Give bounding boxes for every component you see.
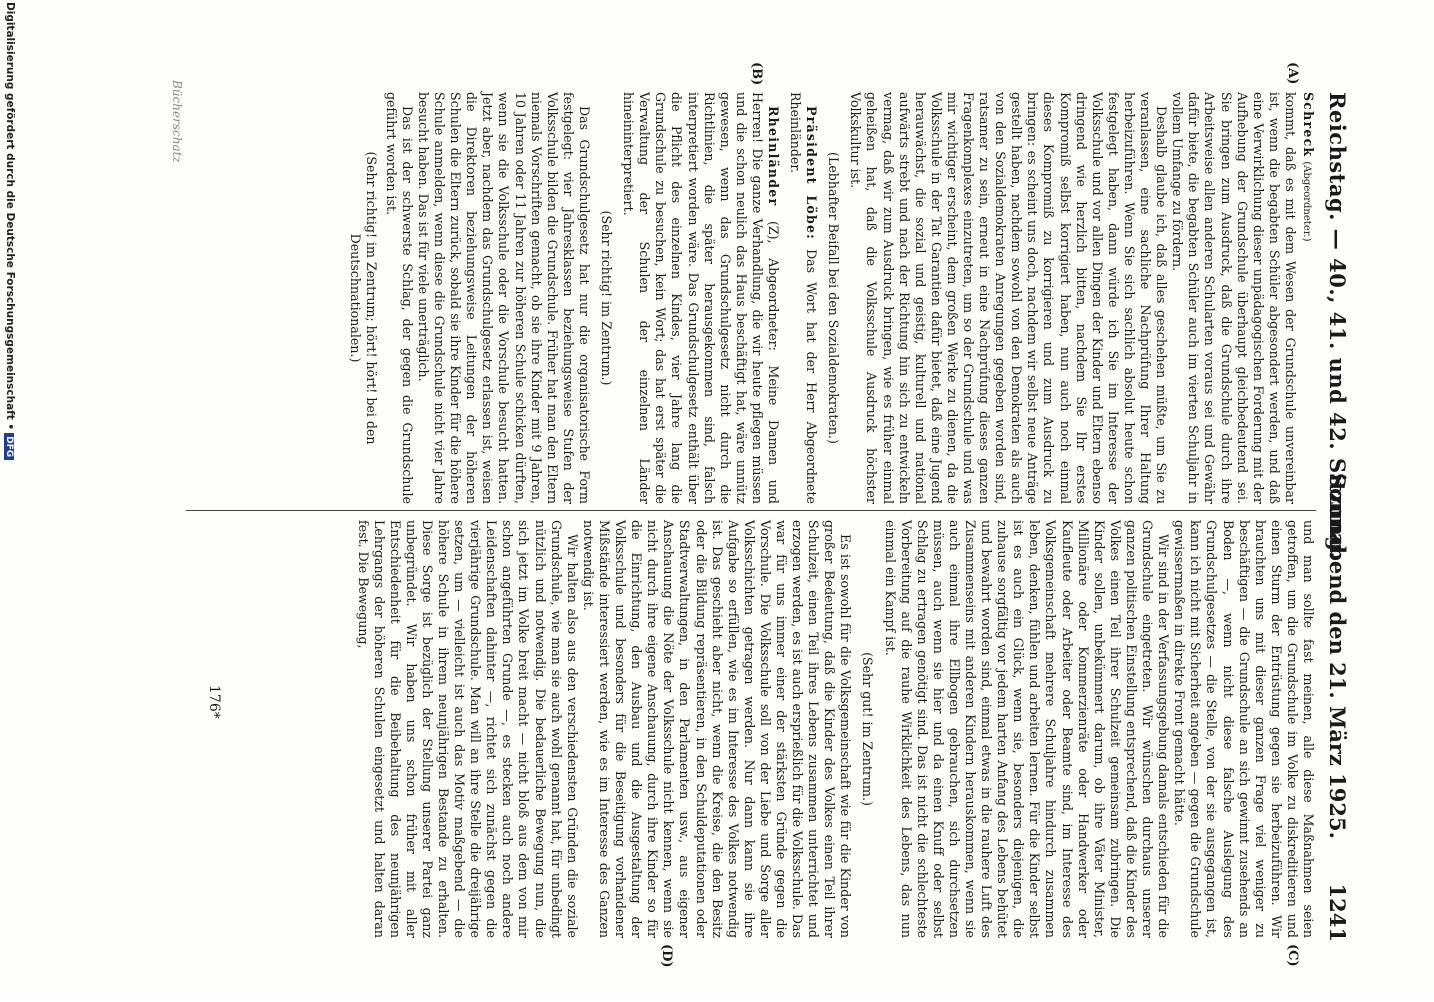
- header-title: Reichstag. — 40., 41. und 42. Sitzung.: [1325, 92, 1350, 560]
- margin-mark-c: (C): [1285, 944, 1300, 967]
- president-text: Das Wort hat der Herr Abgeordnete Rheinländer.: [788, 92, 820, 504]
- interjection: (Sehr gut! im Zentrum.): [860, 652, 876, 806]
- dfg-logo: DFG: [4, 433, 14, 460]
- left-column: [343, 92, 1316, 504]
- interjection: (Sehr richtig! im Zentrum.): [599, 210, 615, 386]
- column-divider: [186, 510, 1316, 511]
- page-header: [1320, 92, 1354, 942]
- speaker-role: (Abgeordneter.): [1301, 161, 1312, 242]
- right-column: [354, 520, 1316, 938]
- header-date-text: Sonnabend den 21. März 1925.: [1325, 472, 1350, 839]
- interjection: (Sehr richtig! im Zentrum; hört! hört! bei den Deutschnationalen.): [347, 151, 379, 445]
- credit-text: Digitalisierung gefördert durch die Deutsche Forschungsgemeinschaft •: [4, 2, 16, 431]
- page-number: 1241: [1325, 883, 1350, 942]
- margin-mark-a: (A): [1285, 62, 1300, 85]
- footnote-number: 176*: [206, 685, 222, 719]
- paragraph: Deshalb glaube ich, daß alles geschehen müßte, um Sie zu veranlassen, eine sachliche Nachprüfung Ihrer Haltung herbeizuführen. Wenn Sie sich sachlich absolut heute schon festgelegt haben, dann würde ich Sie im Interesse der Volksschule und vor allen Dingen der Kinder und Eltern ebenso dringend wie herzlich bitten, nachdem Sie Ihr erstes Kompromiß selbst korrigiert haben, nun auch noch einmal dieses Kompromiß zu korrigieren und zum Ausdruck zu bringen: es scheint uns doch, nachdem wir selbst neue Anträge gestellt haben, nachdem sowohl von den Demokraten als auch von den Sozialdemokraten Anregungen gegeben worden sind, ratsamer zu sein, erneut in eine Nachprüfung dieses ganzen Fragenkomplexes einzutreten, um so der Grundschule und was mir wichtiger erscheint, dem großen Werke zu dienen, da die Volksschule in der Tat Garantien dafür bietet, daß eine Jugend herauwächst, die sozial und geistig, kulturell und national aufwärts strebt und nach der Richtung hin sich zu entwickeln vermag, daß wir zum Ausdruck bringen, wie es früher einmal geheißen hat, daß die Volksschule Ausdruck höchster Volkskultur ist.: [848, 92, 1170, 504]
- paragraph: kommt, daß es mit dem Wesen der Grundschule unvereinbar ist, wenn die begabten Schüler abgesondert werden, und daß eine Verwirklichung dieser unpädagogischen Forderung mit der Aufhebung der Grundschule überhaupt gleichbedeutend sei. Sie bringen zum Ausdruck, daß die Grundschule durch ihre Arbeitsweise allen anderen Schularten voraus sei und Gewähr dafür biete, die begabten Schüler auch im vierten Schuljahr in vollem Umfange zu fördern.: [1170, 92, 1298, 504]
- margin-mark-b: (B): [749, 62, 764, 86]
- president-line: [787, 92, 819, 504]
- digitization-credit: [0, 0, 16, 1002]
- speaker2-name: Rheinländer: [766, 106, 781, 207]
- paragraph: Wir sind in der Verfassungsgebung damals entschieden für die Grundschule eingetreten. Wir wünschen durchaus unserer ganzen politischen Einstellung entsprechend, daß die Kinder des Volkes einen Teil ihrer Schulzeit gemeinsam zubringen. Die Kinder sollen, unbekümmert darum, ob ihre Väter Minister, Millionäre oder Kommerzienräte oder Handwerker oder Kaufleute oder Arbeiter oder Beamte sind, im Interesse des Volksgemeinschaft mehrere Schuljahre hindurch zusammen leben, denken, fühlen und arbeiten lernen. Für die Kinder selbst ist es auch ein Glück, wenn sie, besonders diejenigen, die zuhause sorgfältig vor jedem harten Anfang des Lebens behütet und bewahrt worden sind, einmal etwas in die rauhere Luft des Zusammenseins mit anderen Kindern herauskommen, wenn sie auch einmal ihre Ellbogen gebrauchen, sich durchsetzen müssen, auch wenn sie hier und da einen Knuff oder selbst Schlag zu ertragen genötigt sind. Das ist nicht die schlechteste Vorbereitung auf die rauhe Wirklichkeit des Lebens, das nun einmal ein Kampf ist.: [882, 520, 1172, 938]
- applause-note: (Lebhafter Beifall bei den Sozialdemokraten.): [826, 152, 842, 444]
- president-name: Präsident Löbe:: [804, 106, 820, 241]
- paragraph: Das ist der schwerste Schlag, der gegen die Grundschule geführt worden ist.: [383, 92, 415, 504]
- speaker2-line: [620, 92, 781, 504]
- speaker-name: Schreck: [1301, 92, 1316, 158]
- speaker2-text: (Z), Abgeordneter: Meine Damen und Herren! Die ganze Verhandlung, die wir heute pflegen müssen und die schon neulich das Haus beschäftigt hat, wäre unnütz gewesen, wenn das Grundschulgesetz nicht durch die Richtlinien, die später herausgekommen sind, falsch interpretiert worden wäre. Das Grundschulgesetz enthält über die Pflicht des einzelnen Kindes, vier Jahre lang die Grundschule zu besuchen, kein Wort; das hat erst später die Verwaltung der Schulen der einzelnen Länder hineininterpretiert.: [621, 92, 781, 504]
- speaker-line: [1298, 92, 1316, 504]
- header-date: [1325, 473, 1350, 942]
- paragraph: Es ist sowohl für die Volksgemeinschaft wie für die Kinder von großer Bedeutung, daß die Kinder des Volkes einen Teil ihrer Schulzeit, einen Teil ihres Lebens zusammen unterrichtet und erzogen werden, es ist auch ersprießlich für die Volksschule. Das war für uns immer einer der stärksten Gründe gegen die Vorschule. Die Volksschule soll von der Liebe und Sorge aller Volksschichten getragen werden. Nur dann kann sie ihre Aufgabe so erfüllen, wie es im Interesse des Volkes notwendig ist. Das geschieht aber nicht, wenn die Kreise, die den Besitz oder die Bildung repräsentieren, in den Schuldeputationen oder Stadtverwaltungen, in den Parlamenten usw., aus eigener Anschauung die Nöte der Volksschule nicht kennen, wenn sie nicht durch ihre eigene Anschauung, durch ihre Kinder so für die Einrichtung, den Ausbau und die Ausgestaltung der Volksschule und besonders für die Beseitigung vorhandener Mißstände interessiert werden, wie es im Interesse des Ganzen notwendig ist.: [580, 520, 854, 938]
- paragraph: Wir halten also aus den verschiedensten Gründen die soziale Grundschule, wie man sie auch wohl genannt hat, für unbedingt nützlich und notwendig. Die bedauerliche Bewegung nun, die sich jetzt im Volke breit macht — nicht bloß aus dem von mir schon angeführten Grunde —, es stecken auch noch andere Leidenschaften dahinter —, richtet sich zunächst gegen die vierjährige Grundschule. Man will an ihre Stelle die dreijährige setzen, um — vielleicht ist auch das Motiv maßgebend — die höhere Schule in ihrem neunjährigen Bestande zu erhalten. Diese Sorge ist bezüglich der Stellung unserer Partei ganz unbegründet. Wir haben uns schon früher mit aller Entschiedenheit für die Beibehaltung des neunjährigen Lehrgangs der höheren Schulen eingesetzt und halten daran fest. Die Bewegung,: [355, 520, 580, 938]
- margin-mark-d: (D): [659, 944, 674, 968]
- faint-signature: Bücherschatz: [170, 80, 184, 163]
- paragraph: Das Grundschulgesetz hat nur die organisatorische Form festgelegt: vier Jahresklassen beziehungsweise Stufen der Volksschule bilden die Grundschule. Früher hat man den Eltern niemals Vorschriften gemacht, ob sie ihre Kinder mit 9 Jahren, 10 Jahren oder 11 Jahren zur höheren Schule schicken dürften, wenn sie die Volksschule oder die Vorschule besucht hatten. Jetzt aber, nachdem das Grundschulgesetz erlassen ist, weisen die Direktoren beziehungsweise Leitungen der höheren Schulen die Eltern zurück, sobald sie ihre Kinder für die höhere Schule anmelden, wenn diese die Grundschule nicht vier Jahre besucht haben. Das ist für viele unerträglich.: [416, 92, 592, 504]
- paragraph: und man sollte fast meinen, alle diese Maßnahmen seien getroffen, um die Grundschule im Volke zu diskreditieren und einen Sturm der Entrüstung gegen sie herbeizuführen. Wir brauchten uns mit dieser ganzen Frage viel weniger zu beschäftigen — die Grundschule an sich gewinnt zusehends an Boden —, wenn nicht diese falsche Auslegung des Grundschulgesetzes — die Stelle, von der sie ausgegangen ist, kann ich nicht mit Sicherheit angeben — gegen die Grundschule gewissermaßen in direkte Front gemacht hätte.: [1172, 520, 1316, 938]
